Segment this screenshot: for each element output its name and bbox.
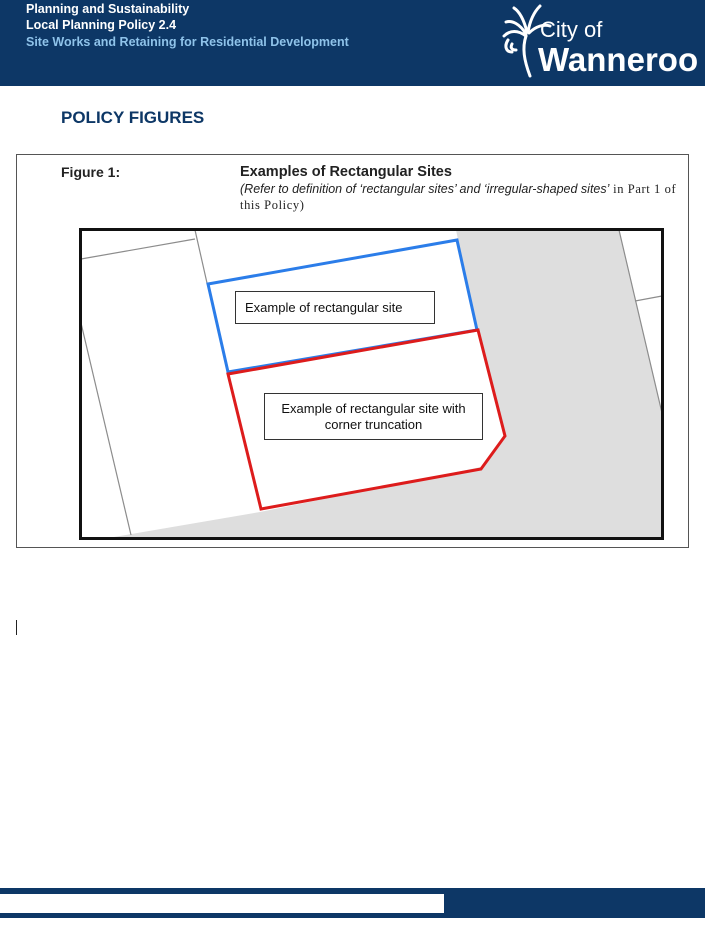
rectangular-site-label: Example of rectangular site	[235, 291, 435, 324]
logo-city-text: City of	[540, 17, 603, 42]
logo-name-text: Wanneroo	[538, 41, 699, 78]
figure-title: Examples of Rectangular Sites	[240, 164, 452, 180]
figure-label: Figure 1:	[61, 164, 121, 180]
text-cursor	[16, 620, 17, 635]
figure-subtitle-tail: in Part 1 of this Policy)	[240, 182, 677, 212]
section-title: POLICY FIGURES	[61, 108, 205, 127]
policy-title: Site Works and Retaining for Residential Development	[26, 35, 349, 49]
figure-subtitle	[240, 181, 680, 213]
department-title: Planning and Sustainability	[26, 2, 190, 16]
figure-subtitle-italic: (Refer to definition of ‘rectangular sites’ and ‘irregular-shaped sites’	[240, 182, 610, 196]
policy-number: Local Planning Policy 2.4	[26, 18, 177, 32]
site-diagram	[79, 228, 664, 540]
city-logo	[500, 0, 705, 86]
footer-white-strip	[0, 894, 444, 913]
truncated-site-label: Example of rectangular site with corner truncation	[264, 393, 483, 440]
page-header	[0, 0, 705, 86]
